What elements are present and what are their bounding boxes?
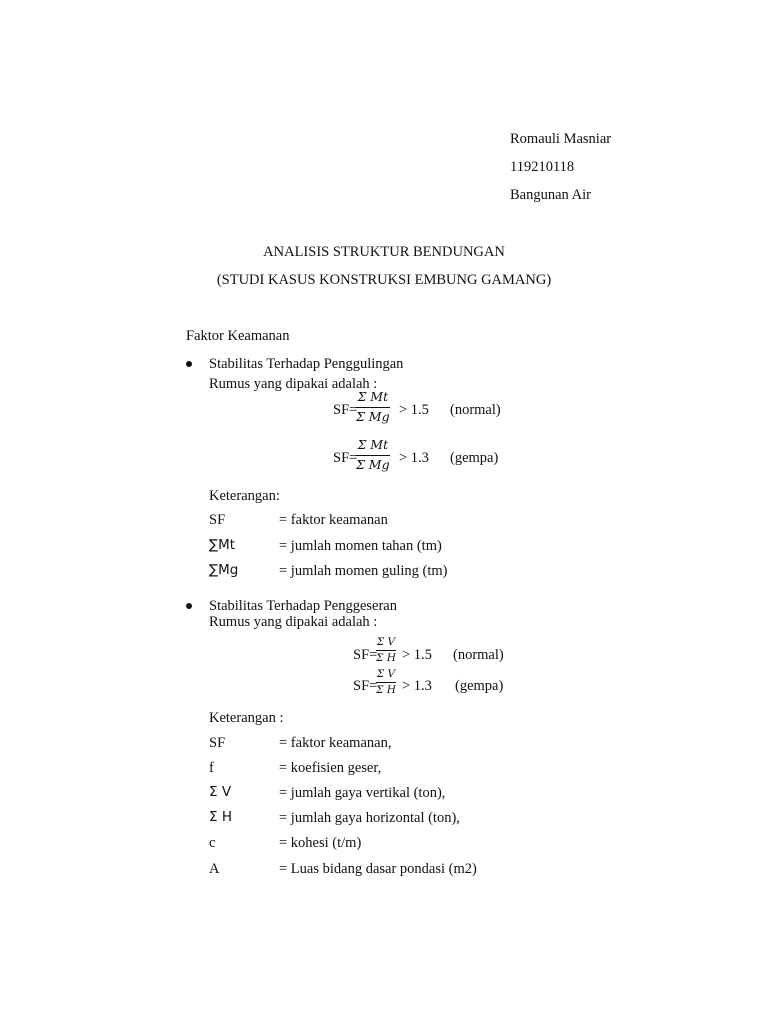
s2-f2-note: (gempa) [455, 678, 504, 694]
s1-f1-note: (normal) [450, 402, 501, 418]
s1-f2-note: (gempa) [450, 450, 499, 466]
s2-row-desc: = jumlah gaya vertikal (ton), [279, 785, 446, 801]
section-heading: Faktor Keamanan [186, 328, 290, 344]
s2-row-sym: c [209, 835, 216, 851]
s1-row-sym: ∑Mt [209, 537, 236, 553]
author-name: Romauli Masniar [510, 131, 612, 147]
s1-f2-rhs: > 1.3 [399, 450, 429, 466]
s2-row-sym: A [209, 861, 220, 877]
s2-row-sym: f [209, 760, 214, 776]
s1-f2-lhs: SF= [333, 450, 358, 466]
bullet-icon [186, 603, 192, 609]
s2-row-sym: Σ V [209, 784, 232, 800]
s1-row-sym: SF [209, 512, 226, 528]
s2-f1-denominator: Σ H [376, 651, 396, 664]
s2-f1-fraction [376, 637, 396, 663]
s2-f1-note: (normal) [453, 647, 504, 663]
s1-f1-lhs: SF= [333, 402, 358, 418]
s2-f1-numerator: Σ V [376, 636, 396, 648]
s1-heading: Stabilitas Terhadap Penggulingan [209, 356, 404, 372]
s2-row-sym: Σ H [209, 809, 232, 825]
s2-f2-numerator: Σ V [376, 668, 396, 680]
s1-row-sym: ∑Mg [209, 562, 239, 578]
s2-row-desc: = Luas bidang dasar pondasi (m2) [279, 861, 477, 877]
s2-intro: Rumus yang dipakai adalah : [209, 614, 378, 630]
s2-row-desc: = jumlah gaya horizontal (ton), [279, 810, 460, 826]
s2-f2-denominator: Σ H [376, 683, 396, 696]
s1-intro: Rumus yang dipakai adalah : [209, 376, 378, 392]
s2-heading: Stabilitas Terhadap Penggeseran [209, 598, 397, 614]
s2-keterangan: Keterangan : [209, 710, 284, 726]
s2-row-sym: SF [209, 735, 226, 751]
bullet-icon [186, 361, 192, 367]
s1-row-desc: = faktor keamanan [279, 512, 388, 528]
s1-row-desc: = jumlah momen tahan (tm) [279, 538, 442, 554]
s2-row-desc: = faktor keamanan, [279, 735, 392, 751]
author-id: 119210118 [510, 159, 575, 175]
document-title: ANALISIS STRUKTUR BENDUNGAN [263, 244, 505, 260]
s1-f1-denominator: Σ Mg [356, 408, 390, 424]
s2-row-desc: = koefisien geser, [279, 760, 382, 776]
s2-f2-lhs: SF= [353, 678, 378, 694]
s1-f1-rhs: > 1.5 [399, 402, 429, 418]
s2-f2-rhs: > 1.3 [402, 678, 432, 694]
s1-f2-fraction [356, 439, 390, 471]
s1-keterangan: Keterangan: [209, 488, 280, 504]
s1-row-desc: = jumlah momen guling (tm) [279, 563, 448, 579]
s2-f1-rhs: > 1.5 [402, 647, 432, 663]
s2-f1-lhs: SF= [353, 647, 378, 663]
course-name: Bangunan Air [510, 187, 591, 203]
document-subtitle: (STUDI KASUS KONSTRUKSI EMBUNG GAMANG) [216, 272, 552, 288]
s1-f2-denominator: Σ Mg [356, 456, 390, 472]
s2-row-desc: = kohesi (t/m) [279, 835, 362, 851]
s1-f1-numerator: Σ Mt [357, 389, 389, 404]
s2-f2-fraction [376, 669, 396, 695]
s1-f1-fraction [356, 391, 390, 423]
s1-f2-numerator: Σ Mt [357, 437, 389, 452]
